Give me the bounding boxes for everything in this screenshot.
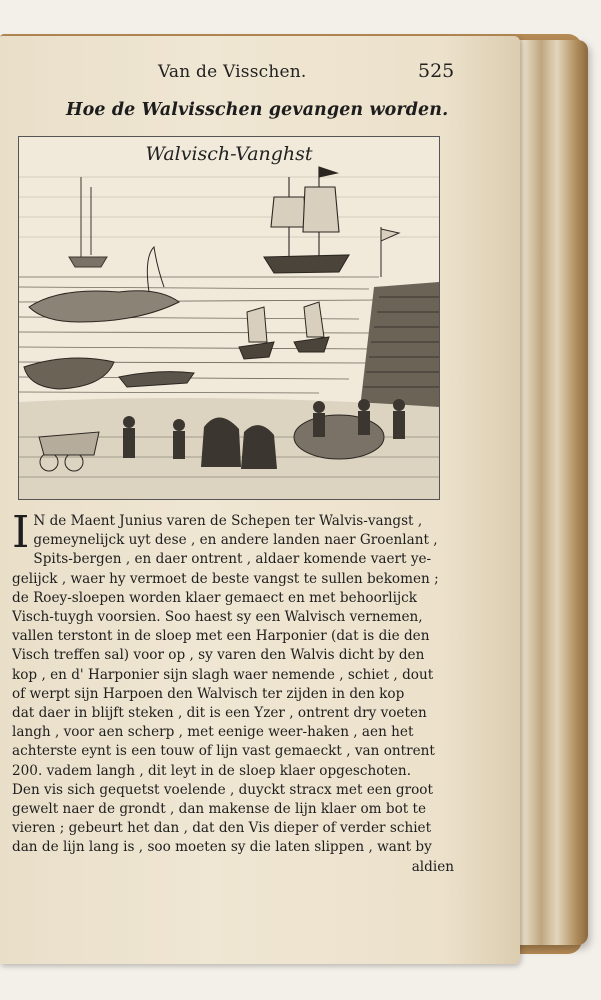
text-line: gelijck , waer hy vermoet de beste vangst te sullen bekomen ; <box>12 570 439 587</box>
text-line: Spits-bergen , en daer ontrent , aldaer komende vaert ye- <box>33 551 432 568</box>
rock-cliff <box>359 282 439 417</box>
text-line: Visch treffen sal) voor op , sy varen den Walvis dicht by den <box>12 647 425 664</box>
sail-boats <box>239 302 329 359</box>
page-number: 525 <box>418 60 455 82</box>
text-line: de Roey-sloepen worden klaer gemaect en met behoorlijck <box>12 589 418 606</box>
text-line: kop , en d' Harponier sijn slagh waer nemende , schiet , dout <box>12 666 434 683</box>
engraving-title: Walvisch-Vanghst <box>145 143 313 165</box>
body-text <box>12 507 458 877</box>
page-block-edge <box>510 40 588 945</box>
whaling-engraving <box>18 136 440 500</box>
text-line: vallen terstont in de sloep met een Harponier (dat is die den <box>12 628 430 645</box>
section-heading: Hoe de Walvisschen gevangen worden. <box>66 100 449 120</box>
text-line: dan de lijn lang is , soo moeten sy die laten slippen , want by <box>12 839 432 856</box>
text-line: vieren ; gebeurt het dan , dat den Vis dieper of verder schiet <box>12 820 432 837</box>
text-line: gewelt naer de grondt , dan makense de lijn klaer om bot te <box>12 801 427 818</box>
text-line: of werpt sijn Harpoen den Walvisch ter zijden in den kop <box>12 685 405 702</box>
text-line: Den vis sich gequetst voelende , duyckt stracx met een groot <box>12 781 433 798</box>
text-line: 200. vadem langh , dit leyt in de sloep klaer opgeschoten. <box>12 762 412 779</box>
text-line: N de Maent Junius varen de Schepen ter Walvis-vangst , <box>33 513 423 529</box>
text-line: dat daer in blijft steken , dit is een Yzer , ontrent dry voeten <box>12 705 427 722</box>
drop-cap: I <box>12 507 30 558</box>
text-line: langh , voor aen scherp , met eenige weer-haken , aen het <box>12 724 414 741</box>
catchword: aldien <box>411 858 454 875</box>
large-ship <box>264 167 349 273</box>
text-line: achterste eynt is een touw of lijn vast gemaeckt , van ontrent <box>12 743 435 760</box>
running-head: Van de Visschen. <box>158 62 307 82</box>
text-line: gemeynelijck uyt dese , en andere landen naer Groenlant , <box>33 532 438 549</box>
text-line: Visch-tuygh voorsien. Soo haest sy een Walvisch vernemen, <box>12 609 423 626</box>
distant-ship <box>69 177 107 267</box>
engraving-illustration <box>19 137 439 499</box>
